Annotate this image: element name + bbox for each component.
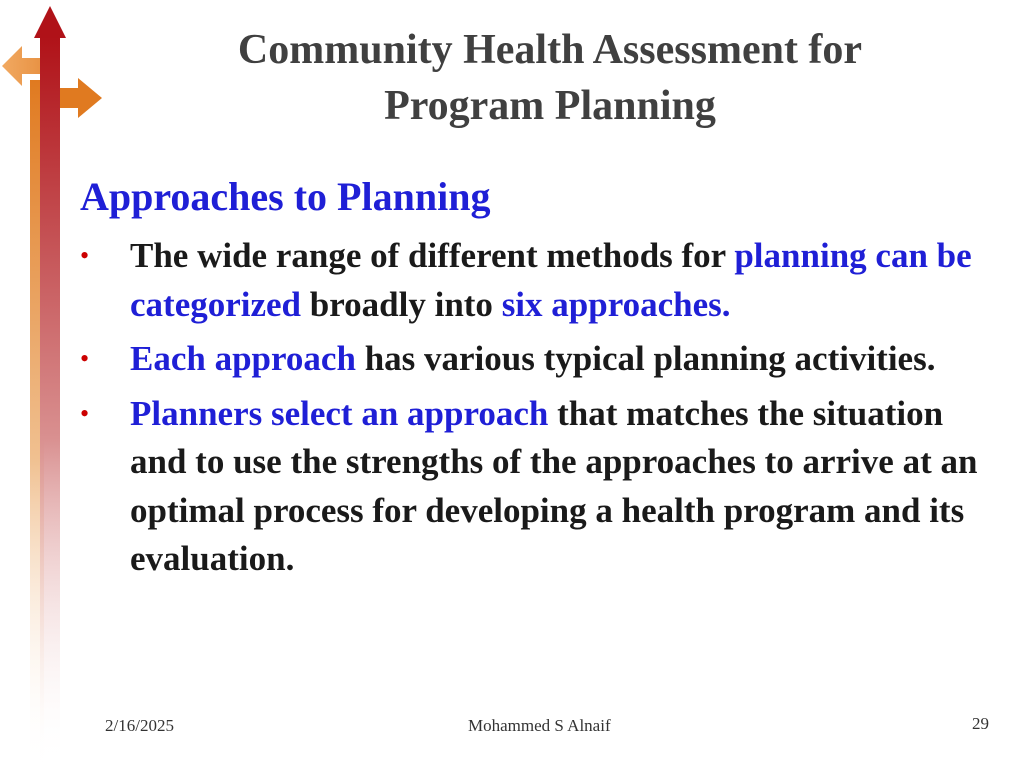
page-number: 29 <box>972 714 989 733</box>
highlighted-text: planning can be categorized <box>130 236 972 324</box>
bullet-item <box>78 335 978 384</box>
bullet-marker: • <box>80 241 90 270</box>
title-line-1: Community Health Assessment for <box>237 27 863 73</box>
bullet-marker: • <box>80 344 90 373</box>
bullet-item <box>78 232 978 329</box>
highlighted-text: Planners select an approach <box>130 393 549 433</box>
section-heading: Approaches to Planning <box>80 174 491 219</box>
footer-author: Mohammed S Alnaif <box>468 716 611 735</box>
bullet-item <box>78 390 978 584</box>
highlighted-text: Each approach <box>130 339 356 378</box>
red-bar <box>40 36 60 768</box>
bullet-text: that matches the situation and to use the strengths of the approaches to arrive at an optimal process for developing a health program and its evaluation. <box>130 393 978 578</box>
slide-title <box>120 22 980 134</box>
bullet-text: has various typical planning activities. <box>355 339 936 378</box>
bullet-text: The wide range of different methods for <box>130 236 735 275</box>
title-line-2: Program Planning <box>384 83 716 129</box>
highlighted-text: six approaches. <box>501 284 731 324</box>
bullet-list <box>78 232 978 590</box>
bullet-marker: • <box>80 398 90 428</box>
red-up-arrow <box>34 6 66 38</box>
footer-date: 2/16/2025 <box>105 716 174 735</box>
bullet-text: broadly into <box>301 284 502 324</box>
